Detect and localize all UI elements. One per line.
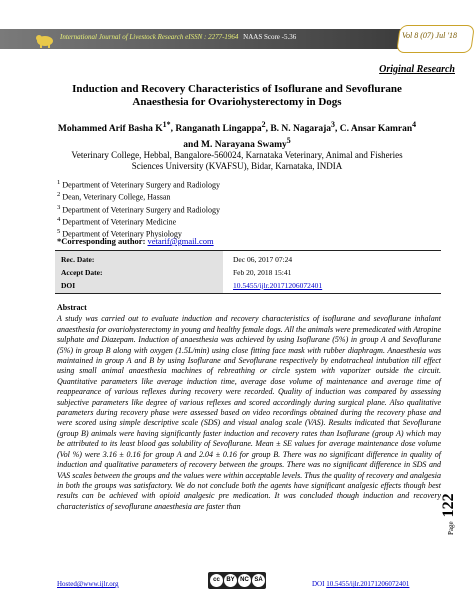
department-item: $^4$ Department of Veterinary Medicine: [57, 216, 177, 227]
corresponding-email-link[interactable]: vetarif@gmail.com: [147, 236, 214, 246]
abstract-section: [57, 303, 441, 512]
corresponding-author: [57, 236, 214, 246]
title-line: Induction and Recovery Characteristics of Isoflurane and Sevoflurane: [72, 83, 402, 95]
author-affil-sup: 5: [286, 136, 291, 146]
title-line: Anaesthesia for Ovariohysterectomy in Dogs: [132, 96, 342, 108]
author-line: [20, 135, 454, 151]
author-affil-sup: 1*: [162, 120, 171, 129]
journal-name: International Journal of Livestock Research: [60, 33, 184, 41]
department-list: [57, 178, 220, 240]
corresponding-label: *Corresponding author:: [57, 236, 146, 246]
page-number: [440, 493, 458, 535]
author-name: Mohammed Arif Basha K: [57, 124, 163, 135]
author-affil-sup: 3: [331, 120, 335, 129]
department-item: $^3$ Department of Veterinary Surgery and Radiology: [57, 203, 220, 215]
author-name: C. Ansar Kamran: [339, 124, 413, 135]
journal-info-line: [60, 33, 296, 41]
footer-doi-link[interactable]: 10.5455/ijlr.20171206072401: [326, 580, 410, 588]
naas-score: NAAS Score -5.36: [243, 33, 297, 41]
volume-text: Vol 8 (07) Jul '18: [402, 31, 458, 40]
journal-issn: eISSN : 2277-1964: [185, 33, 239, 41]
article-type-label: Original Research: [379, 64, 455, 75]
received-value: Dec 06, 2017 07:24: [233, 255, 293, 264]
affiliation: Veterinary College, Hebbal, Bangalore-560024, Karnataka Veterinary, Animal and Fisheries Sciences University (KVAFSU), Bidar, Karnataka, INDIA: [71, 150, 403, 171]
accepted-label: Accept Date:: [61, 268, 103, 277]
department-item: $^2$ Dean, Veterinary College, Hassan: [57, 191, 171, 203]
author-affil-sup: 2: [261, 120, 266, 129]
page-label: Page: [447, 521, 455, 535]
creative-commons-badge[interactable]: [208, 572, 266, 589]
author-list: [20, 119, 454, 151]
table-row: [55, 281, 441, 291]
department-item: $^5$ Department of Veterinary Physiology: [57, 228, 182, 240]
sa-icon: SA: [252, 574, 265, 587]
abstract-heading: Abstract: [57, 303, 87, 312]
paper-title: [40, 83, 434, 109]
author-name: and M. Narayana Swamy: [183, 140, 287, 151]
cow-logo-icon: [35, 32, 55, 48]
author-name: B. N. Nagaraja: [270, 124, 332, 135]
doi-label: DOI: [61, 281, 76, 290]
department-item: $^1$ Department of Veterinary Surgery and Radiology: [57, 179, 220, 190]
author-affil-sup: 4: [412, 120, 417, 129]
nc-icon: NC: [238, 574, 251, 587]
author-line: Mohammed Arif Basha $K^{1*}$, Ranganath Lingappa$^2$, B. N. Nagaraja$^3$, C. Ansar Kamran$^4$: [57, 120, 417, 135]
footer-doi-label: DOI: [312, 580, 325, 588]
footer-doi: [312, 580, 409, 588]
accepted-value: Feb 20, 2018 15:41: [233, 268, 292, 277]
table-row: [55, 255, 441, 265]
cc-icon: cc: [210, 574, 223, 587]
received-label: Rec. Date:: [61, 255, 95, 264]
page-number-value: 122: [440, 493, 457, 518]
table-row: [55, 268, 441, 278]
hosted-email-link[interactable]: Hosted@www.ijlr.org: [57, 580, 119, 588]
by-icon: BY: [224, 574, 237, 587]
abstract-text: A study was carried out to evaluate induction and recovery characteristics of isoflurane and sevoflurane inhalant anaesthesia for ovariohysterectomy in young and healthy female dogs. All the animals were premedicated with Atropine sulphate and Diazepam. Induction of anaesthesia was achieved by using Isoflurane (5%) in group A and Sevoflurane (5%) in group B along with oxygen (1.5L/min) using close fitting face mask with rubber diaphragm. Anaesthesia was maintained in group A and B by using Isoflurane and Sevoflurane respectively by endotracheal intubation till effect using small animal anaesthesia machines of rebreathing or circle system with vaporizer outside the circuit. Quantitative parameters like average induction time, average dose volume of maintenance and average time of reappearance of various reflexes during recovery were recorded. Quality of induction was compared by assessing subjective parameters like degree of various reflexes and scored accordingly during surgical plane. Also qualitative parameters during recovery phase were assessed based on video recordings obtained during the recovery phase and were scored using simple descriptive scale (SDS) and visual analog scale (VAS). Results indicated that Sevoflurane (group B) animals were having significantly faster induction and recovery rates than Isoflurane (group A) which may be attributed to its least blood gas solubility of Sevoflurane. Mean ± SE values for average maintenance dose volume (Vol %) were 3.16 ± 0.16 for group A and 2.04 ± 0.16 for group B. There was no significant difference in quality of induction and qualitative parameters of recovery between the groups. There was no significant difference in SDS and VAS scales between the groups and the values were within acceptable levels. Thus the quality of recovery and analgesia in both the groups was satisfactory. We do not conclude both the agents have significant analgesic effects though best results can be achieved with opioid analgesic pre medication. It was concluded though induction and recovery characteristics of sevoflurane anaesthesia are faster than: [57, 314, 441, 511]
author-name: Ranganath Lingappa: [175, 124, 262, 135]
doi-link[interactable]: 10.5455/ijlr.20171206072401: [233, 281, 323, 290]
article-dates-table: [55, 250, 441, 294]
